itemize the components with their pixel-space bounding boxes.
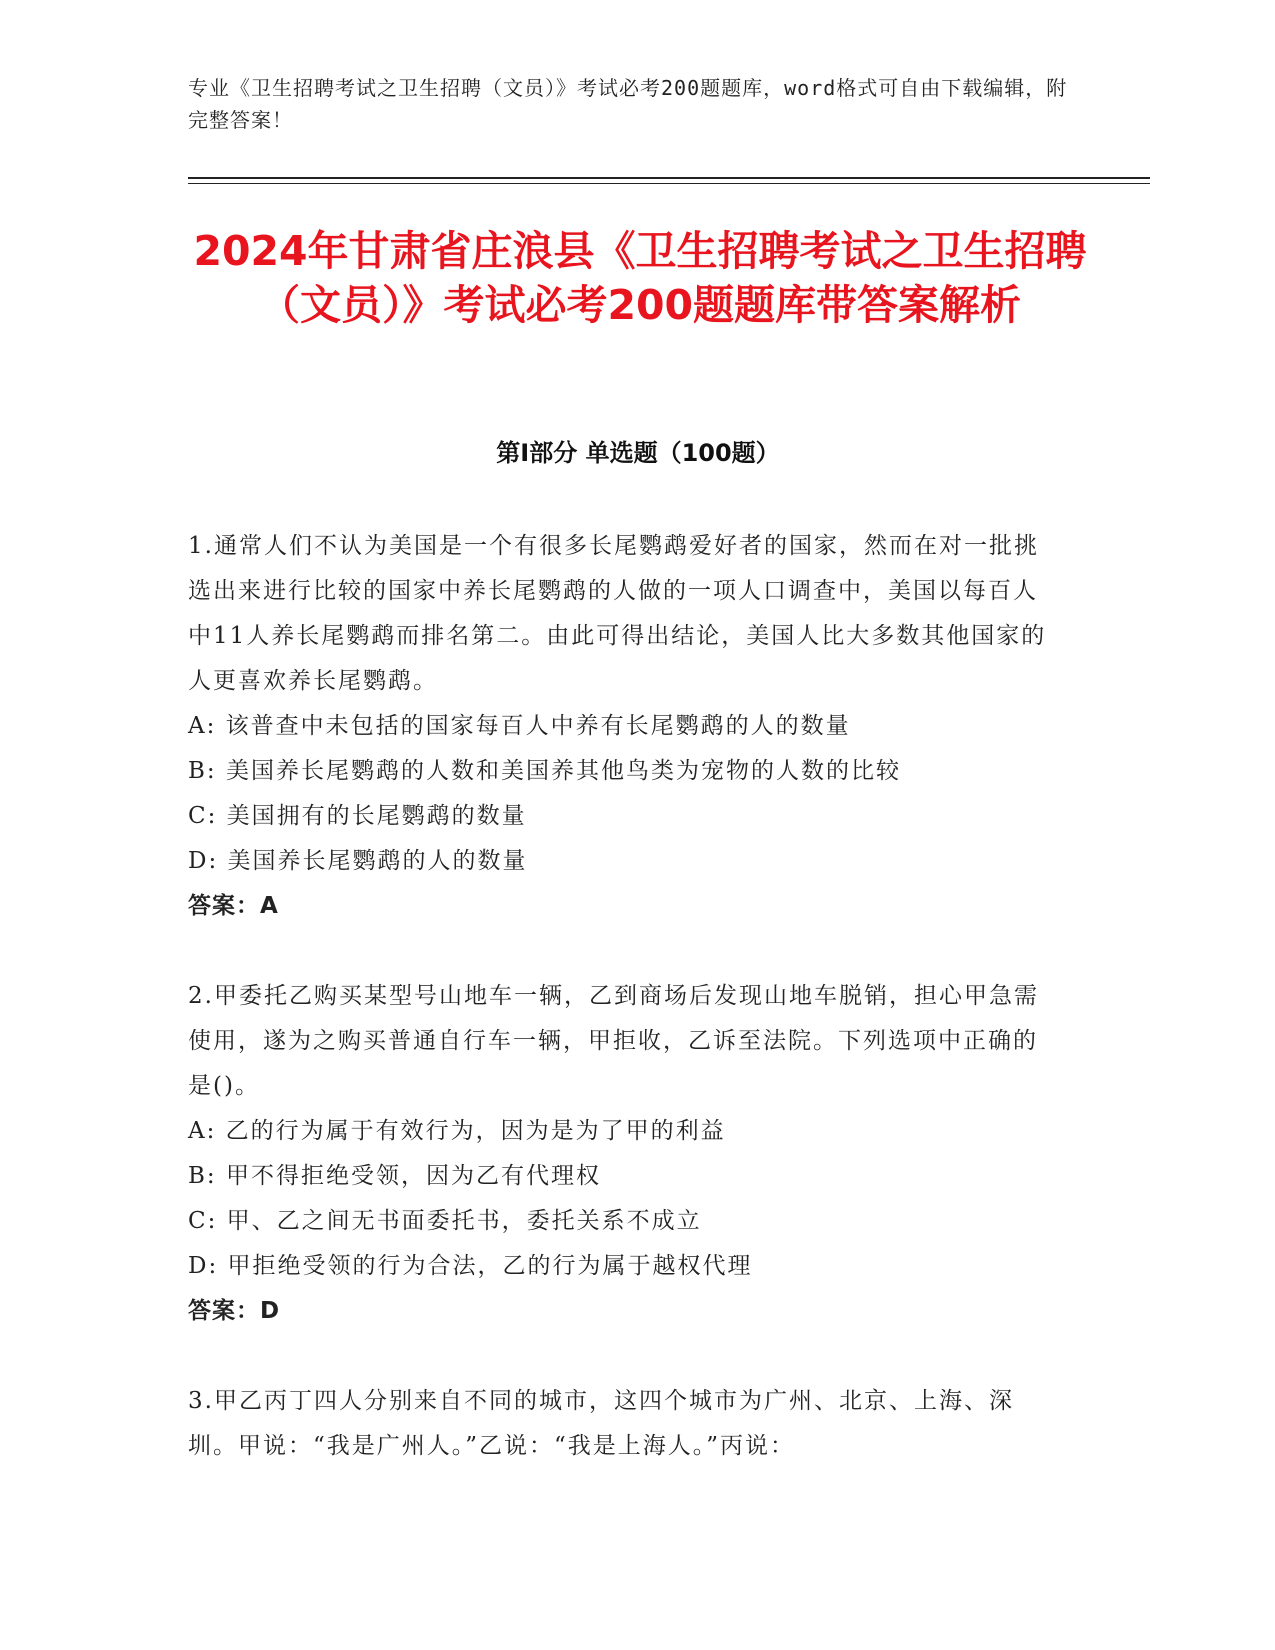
question-3: [188, 1379, 1058, 1469]
option-d: D: 美国养长尾鹦鹉的人的数量: [188, 848, 528, 874]
question-stem: 3.甲乙丙丁四人分别来自不同的城市，这四个城市为广州、北京、上海、深圳。甲说：“我是广州人。”乙说：“我是上海人。”丙说：: [188, 1388, 1014, 1459]
question-2: [188, 974, 1058, 1334]
header-divider-thick: [188, 177, 1150, 179]
question-list: [188, 524, 1058, 1514]
answer-line: 答案：A: [188, 893, 279, 919]
section-heading: 第I部分 单选题（100题）: [496, 439, 780, 467]
option-c: C: 甲、乙之间无书面委托书，委托关系不成立: [188, 1208, 702, 1234]
question-1: [188, 524, 1058, 929]
question-stem: 2.甲委托乙购买某型号山地车一辆，乙到商场后发现山地车脱销，担心甲急需使用，遂为之购买普通自行车一辆，甲拒收，乙诉至法院。下列选项中正确的是()。: [188, 983, 1039, 1099]
option-a: A: 该普查中未包括的国家每百人中养有长尾鹦鹉的人的数量: [188, 713, 851, 739]
header-note: 专业《卫生招聘考试之卫生招聘（文员）》考试必考200题题库，word格式可自由下载编辑，附完整答案！: [188, 76, 1068, 132]
question-stem: 1.通常人们不认为美国是一个有很多长尾鹦鹉爱好者的国家，然而在对一批挑选出来进行比较的国家中养长尾鹦鹉的人做的一项人口调查中，美国以每百人中11人养长尾鹦鹉而排名第二。由此可得出结论，美国人比大多数其他国家的人更喜欢养长尾鹦鹉。: [188, 533, 1047, 694]
header-divider-thin: [188, 183, 1150, 184]
option-d: D: 甲拒绝受领的行为合法，乙的行为属于越权代理: [188, 1253, 753, 1279]
option-b: B: 美国养长尾鹦鹉的人数和美国养其他鸟类为宠物的人数的比较: [188, 758, 901, 784]
option-a: A: 乙的行为属于有效行为，因为是为了甲的利益: [188, 1118, 726, 1144]
document-title: 2024年甘肃省庄浪县《卫生招聘考试之卫生招聘（文员）》考试必考200题题库带答案解析: [193, 227, 1087, 329]
answer-line: 答案：D: [188, 1298, 281, 1324]
option-b: B: 甲不得拒绝受领，因为乙有代理权: [188, 1163, 601, 1189]
option-c: C: 美国拥有的长尾鹦鹉的数量: [188, 803, 527, 829]
